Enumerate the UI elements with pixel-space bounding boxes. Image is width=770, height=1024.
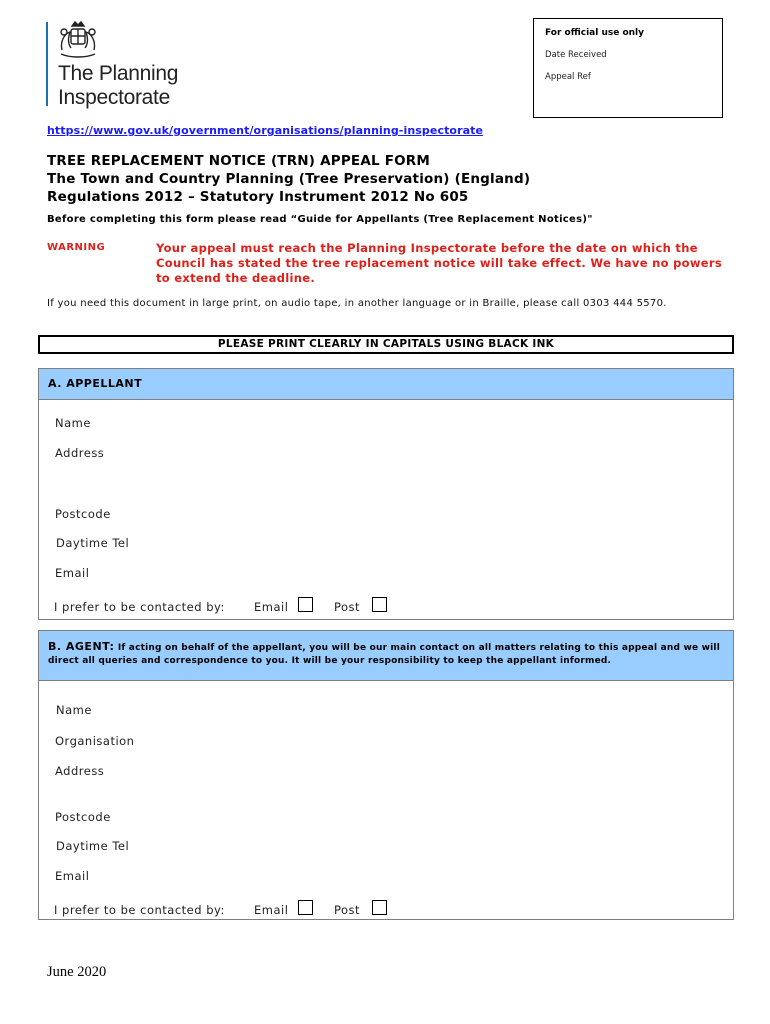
agent-post-checkbox[interactable] (372, 900, 387, 915)
agent-name-label: Name (56, 703, 92, 717)
appellant-post-checkbox[interactable] (372, 597, 387, 612)
appellant-address-label: Address (55, 446, 105, 460)
royal-coat-of-arms-icon (56, 20, 100, 60)
agent-postcode-label: Postcode (55, 810, 111, 824)
agent-email-option-label: Email (254, 903, 289, 917)
form-title (47, 152, 530, 206)
appellant-post-option-label: Post (334, 600, 361, 614)
appellant-contact-preference-label: I prefer to be contacted by: (54, 600, 225, 614)
official-use-title: For official use only (545, 28, 645, 38)
section-appellant (38, 368, 734, 620)
appellant-email-checkbox[interactable] (298, 597, 313, 612)
logo-wordmark (58, 62, 178, 110)
agent-email-label: Email (55, 869, 90, 883)
appellant-email-option-label: Email (254, 600, 289, 614)
agent-email-checkbox[interactable] (298, 900, 313, 915)
appellant-name-label: Name (55, 416, 91, 430)
agent-address-label: Address (55, 764, 105, 778)
appeal-ref-label: Appeal Ref (545, 72, 591, 82)
accessibility-note: If you need this document in large print, on audio tape, in another language or in Braille, please call 0303 444 5570. (47, 298, 667, 309)
section-b-title: B. AGENT: (48, 640, 115, 653)
section-b-heading (39, 631, 733, 681)
logo-line-1: The Planning (58, 62, 179, 85)
print-instruction-banner: PLEASE PRINT CLEARLY IN CAPITALS USING BLACK INK (38, 335, 734, 354)
section-b-note: If acting on behalf of the appellant, you will be our main contact on all matters relating to this appeal and we will direct all queries and correspondence to you. It will be your responsibility to keep the appellant informed. (48, 643, 720, 666)
warning-label: WARNING (47, 242, 106, 253)
guide-instruction: Before completing this form please read “Guide for Appellants (Tree Replacement Notices)" (47, 214, 593, 225)
planning-inspectorate-link[interactable]: https://www.gov.uk/government/organisations/planning-inspectorate (47, 124, 484, 137)
agent-tel-label: Daytime Tel (56, 839, 130, 853)
footer-date: June 2020 (47, 964, 107, 980)
appellant-email-label: Email (55, 566, 90, 580)
agent-post-option-label: Post (334, 903, 361, 917)
section-agent (38, 630, 734, 920)
section-a-heading: A. APPELLANT (39, 369, 733, 400)
appellant-postcode-label: Postcode (55, 507, 111, 521)
appellant-tel-label: Daytime Tel (56, 536, 130, 550)
logo-divider (46, 22, 48, 106)
date-received-label: Date Received (545, 50, 607, 60)
warning-text: Your appeal must reach the Planning Inspectorate before the date on which the Council has stated the tree replacement notice will take effect. We have no powers to extend the deadline. (156, 241, 722, 285)
form-title-line-2: The Town and Country Planning (Tree Preservation) (England) (47, 171, 531, 187)
form-title-line-1: TREE REPLACEMENT NOTICE (TRN) APPEAL FORM (47, 153, 431, 169)
agent-organisation-label: Organisation (55, 734, 135, 748)
logo-line-2: Inspectorate (58, 86, 170, 109)
agent-contact-preference-label: I prefer to be contacted by: (54, 903, 225, 917)
form-title-line-3: Regulations 2012 – Statutory Instrument 2012 No 605 (47, 189, 469, 205)
